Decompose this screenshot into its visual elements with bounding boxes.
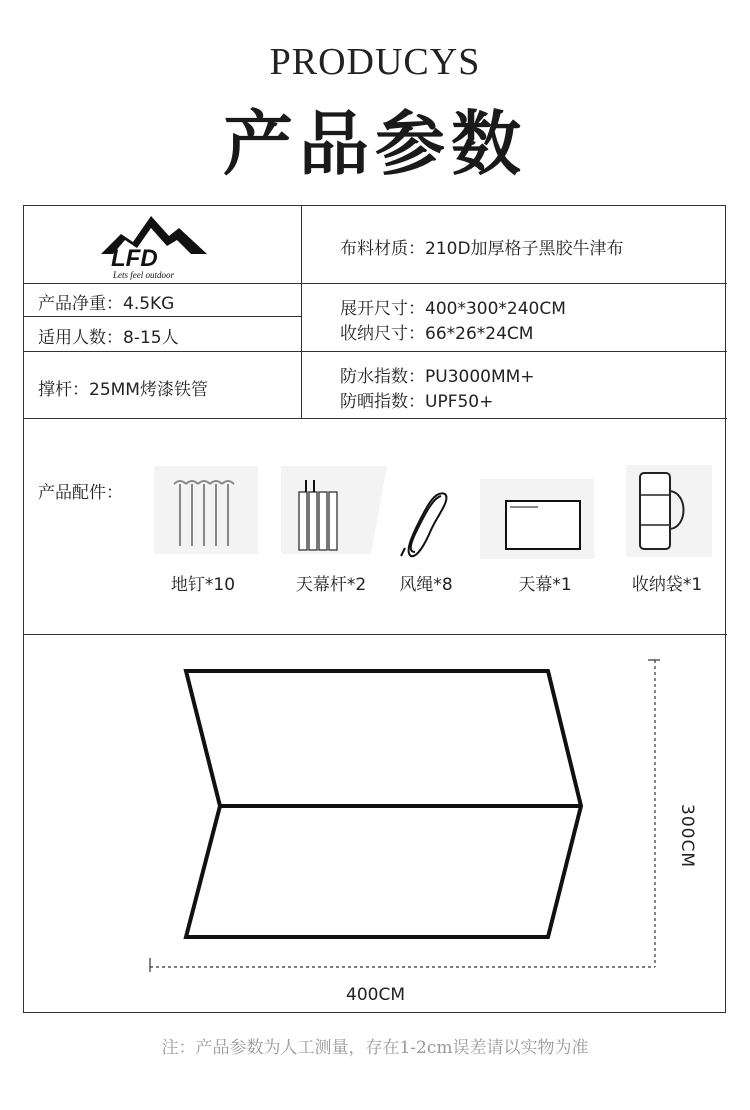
accessory-caption: 收纳袋*1 — [631, 575, 703, 595]
ground-stake-icon — [154, 466, 258, 558]
accessory-caption: 天幕杆*2 — [295, 575, 367, 595]
spec-waterproof: 防水指数：PU3000MM+ — [340, 367, 535, 387]
spec-fabric: 布料材质：210D加厚格子黑胶牛津布 — [340, 239, 624, 259]
accessory-caption: 地钉*10 — [170, 575, 236, 595]
accessories-label: 产品配件： — [38, 483, 123, 503]
title-chinese: 产品参数 — [223, 103, 527, 185]
spec-pack-size: 收纳尺寸：66*26*24CM — [340, 324, 534, 344]
brand-logo — [99, 210, 209, 284]
spec-unfold-size: 展开尺寸：400*300*240CM — [340, 299, 566, 319]
title-english: PRODUCYS — [269, 41, 481, 83]
height-label: 300CM — [677, 804, 697, 868]
logo-slogan: Lets feel outdoor — [113, 270, 174, 280]
table-divider — [24, 351, 727, 352]
spec-capacity: 适用人数：8-15人 — [38, 328, 179, 348]
spec-pole: 撑杆：25MM烤漆铁管 — [38, 380, 208, 400]
wind-rope-icon — [397, 486, 457, 565]
accessory-caption: 风绳*8 — [399, 575, 453, 595]
table-divider — [24, 418, 727, 419]
table-divider — [24, 316, 301, 317]
tent-pole-icon — [281, 466, 387, 558]
tarp-icon — [480, 479, 594, 563]
spec-table — [23, 205, 726, 1013]
width-label: 400CM — [346, 985, 405, 1005]
storage-bag-icon — [626, 465, 712, 561]
table-divider — [301, 206, 302, 418]
spec-weight: 产品净重：4.5KG — [38, 294, 175, 314]
logo-wordmark: LFD — [111, 245, 158, 272]
spec-sun: 防晒指数：UPF50+ — [340, 392, 494, 412]
tarp-dimension-diagram — [24, 634, 727, 1012]
accessory-caption: 天幕*1 — [518, 575, 572, 595]
footer-note: 注：产品参数为人工测量，存在1-2cm误差请以实物为准 — [161, 1038, 589, 1058]
